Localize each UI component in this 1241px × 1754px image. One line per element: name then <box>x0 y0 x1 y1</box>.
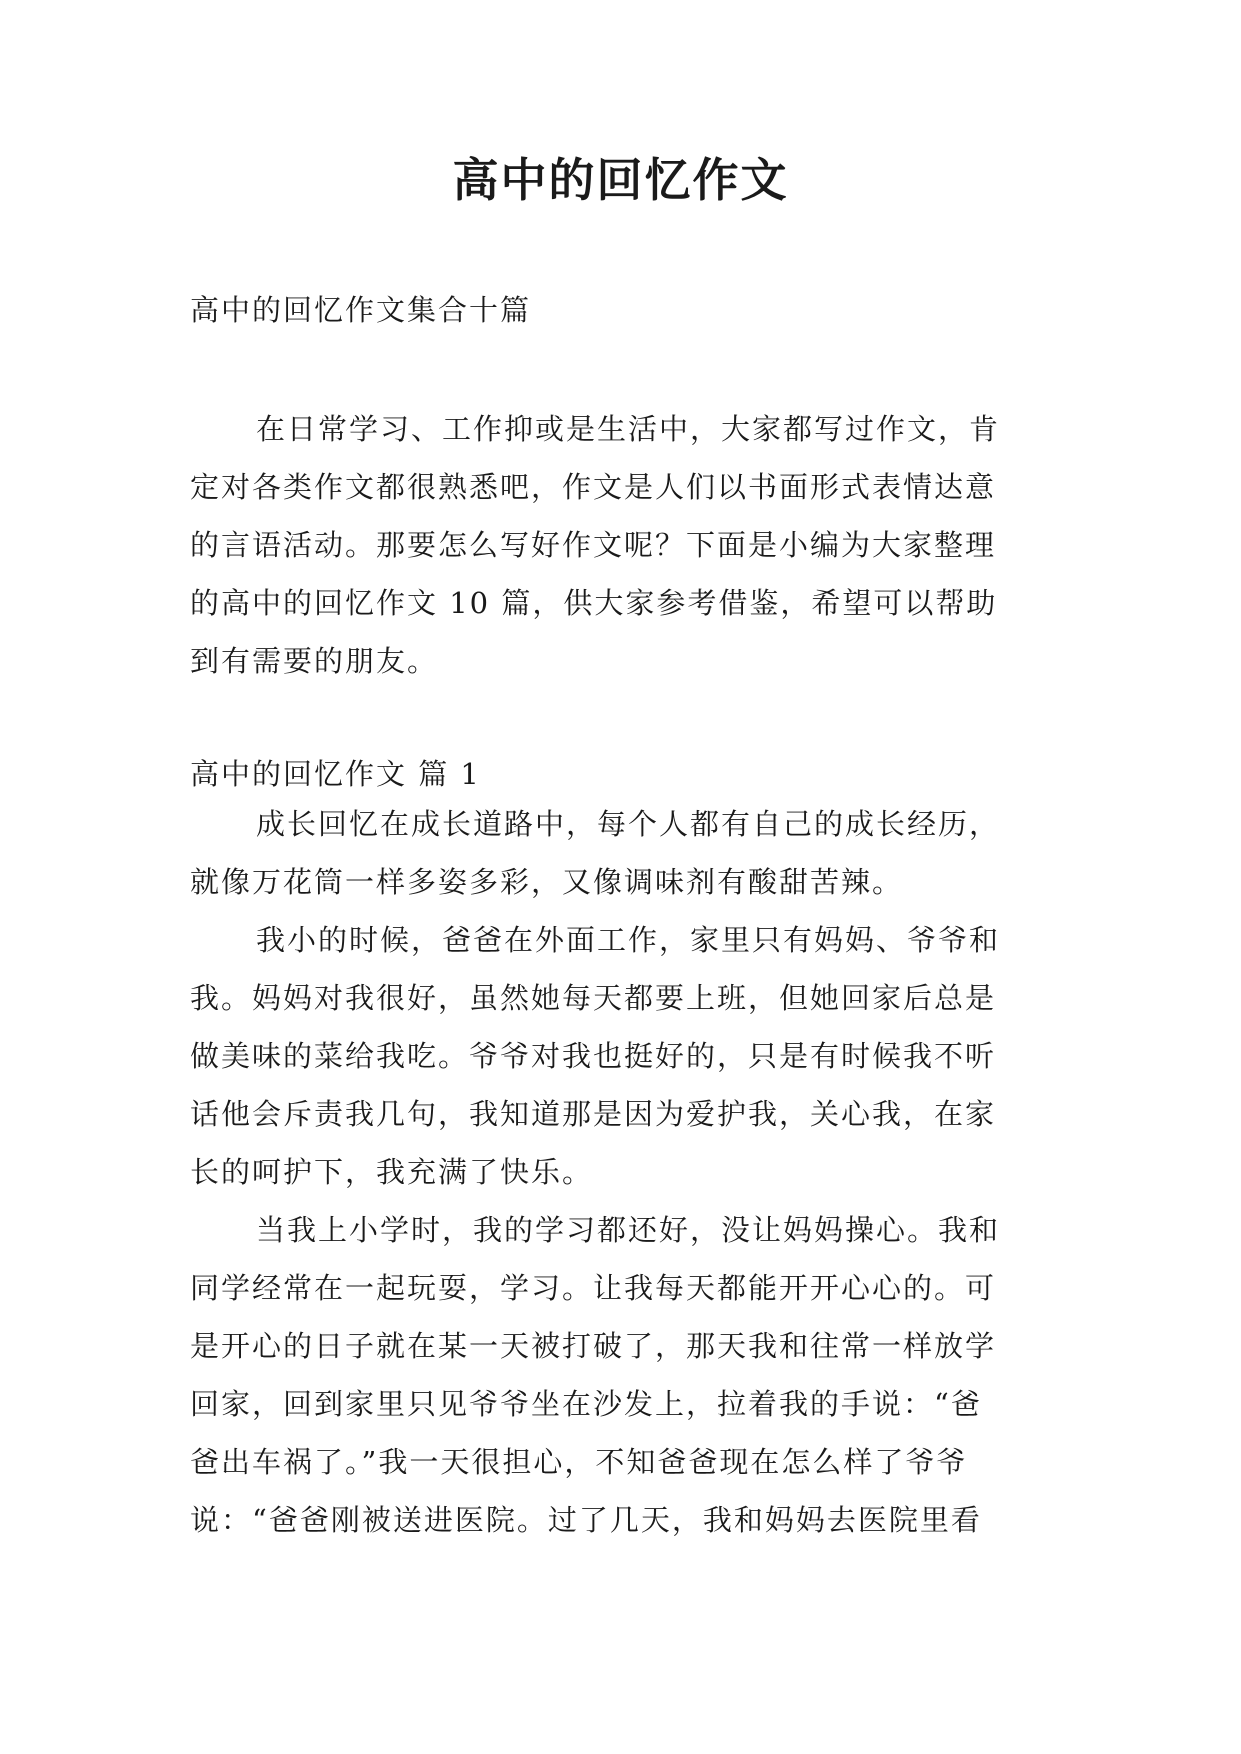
section-line: 我。妈妈对我很好，虽然她每天都要上班，但她回家后总是 <box>190 981 997 1015</box>
section-line: 当我上小学时，我的学习都还好，没让妈妈操心。我和 <box>256 1213 1001 1247</box>
section-line: 话他会斥责我几句，我知道那是因为爱护我，关心我，在家 <box>190 1097 997 1131</box>
document-subtitle: 高中的回忆作文集合十篇 <box>190 293 532 327</box>
section-line: 我小的时候，爸爸在外面工作，家里只有妈妈、爷爷和 <box>256 923 1001 957</box>
section-line: 是开心的日子就在某一天被打破了，那天我和往常一样放学 <box>190 1329 997 1363</box>
section-line: 做美味的菜给我吃。爷爷对我也挺好的，只是有时候我不听 <box>190 1039 997 1073</box>
section-line: 同学经常在一起玩耍，学习。让我每天都能开开心心的。可 <box>190 1271 997 1305</box>
intro-paragraph <box>190 400 1050 690</box>
intro-line: 定对各类作文都很熟悉吧，作文是人们以书面形式表情达意 <box>190 470 997 504</box>
section-line: 长的呵护下，我充满了快乐。 <box>190 1155 594 1189</box>
section-body <box>190 795 1050 1549</box>
intro-line: 的言语活动。那要怎么写好作文呢？下面是小编为大家整理 <box>190 528 997 562</box>
intro-line: 到有需要的朋友。 <box>190 644 439 678</box>
section-line: 成长回忆在成长道路中，每个人都有自己的成长经历， <box>256 807 1001 841</box>
intro-line: 在日常学习、工作抑或是生活中，大家都写过作文，肯 <box>256 412 1001 446</box>
intro-line: 的高中的回忆作文 10 篇，供大家参考借鉴，希望可以帮助 <box>190 586 998 620</box>
section-line: 回家，回到家里只见爷爷坐在沙发上，拉着我的手说：“爸 <box>190 1387 982 1421</box>
document-title: 高中的回忆作文 <box>452 153 789 207</box>
section-line: 爸出车祸了。”我一天很担心，不知爸爸现在怎么样了爷爷 <box>190 1445 968 1479</box>
section-line: 就像万花筒一样多姿多彩，又像调味剂有酸甜苦辣。 <box>190 865 904 899</box>
section-line: 说：“爸爸刚被送进医院。过了几天，我和妈妈去医院里看 <box>190 1503 982 1537</box>
section-heading: 高中的回忆作文 篇 1 <box>190 757 481 791</box>
